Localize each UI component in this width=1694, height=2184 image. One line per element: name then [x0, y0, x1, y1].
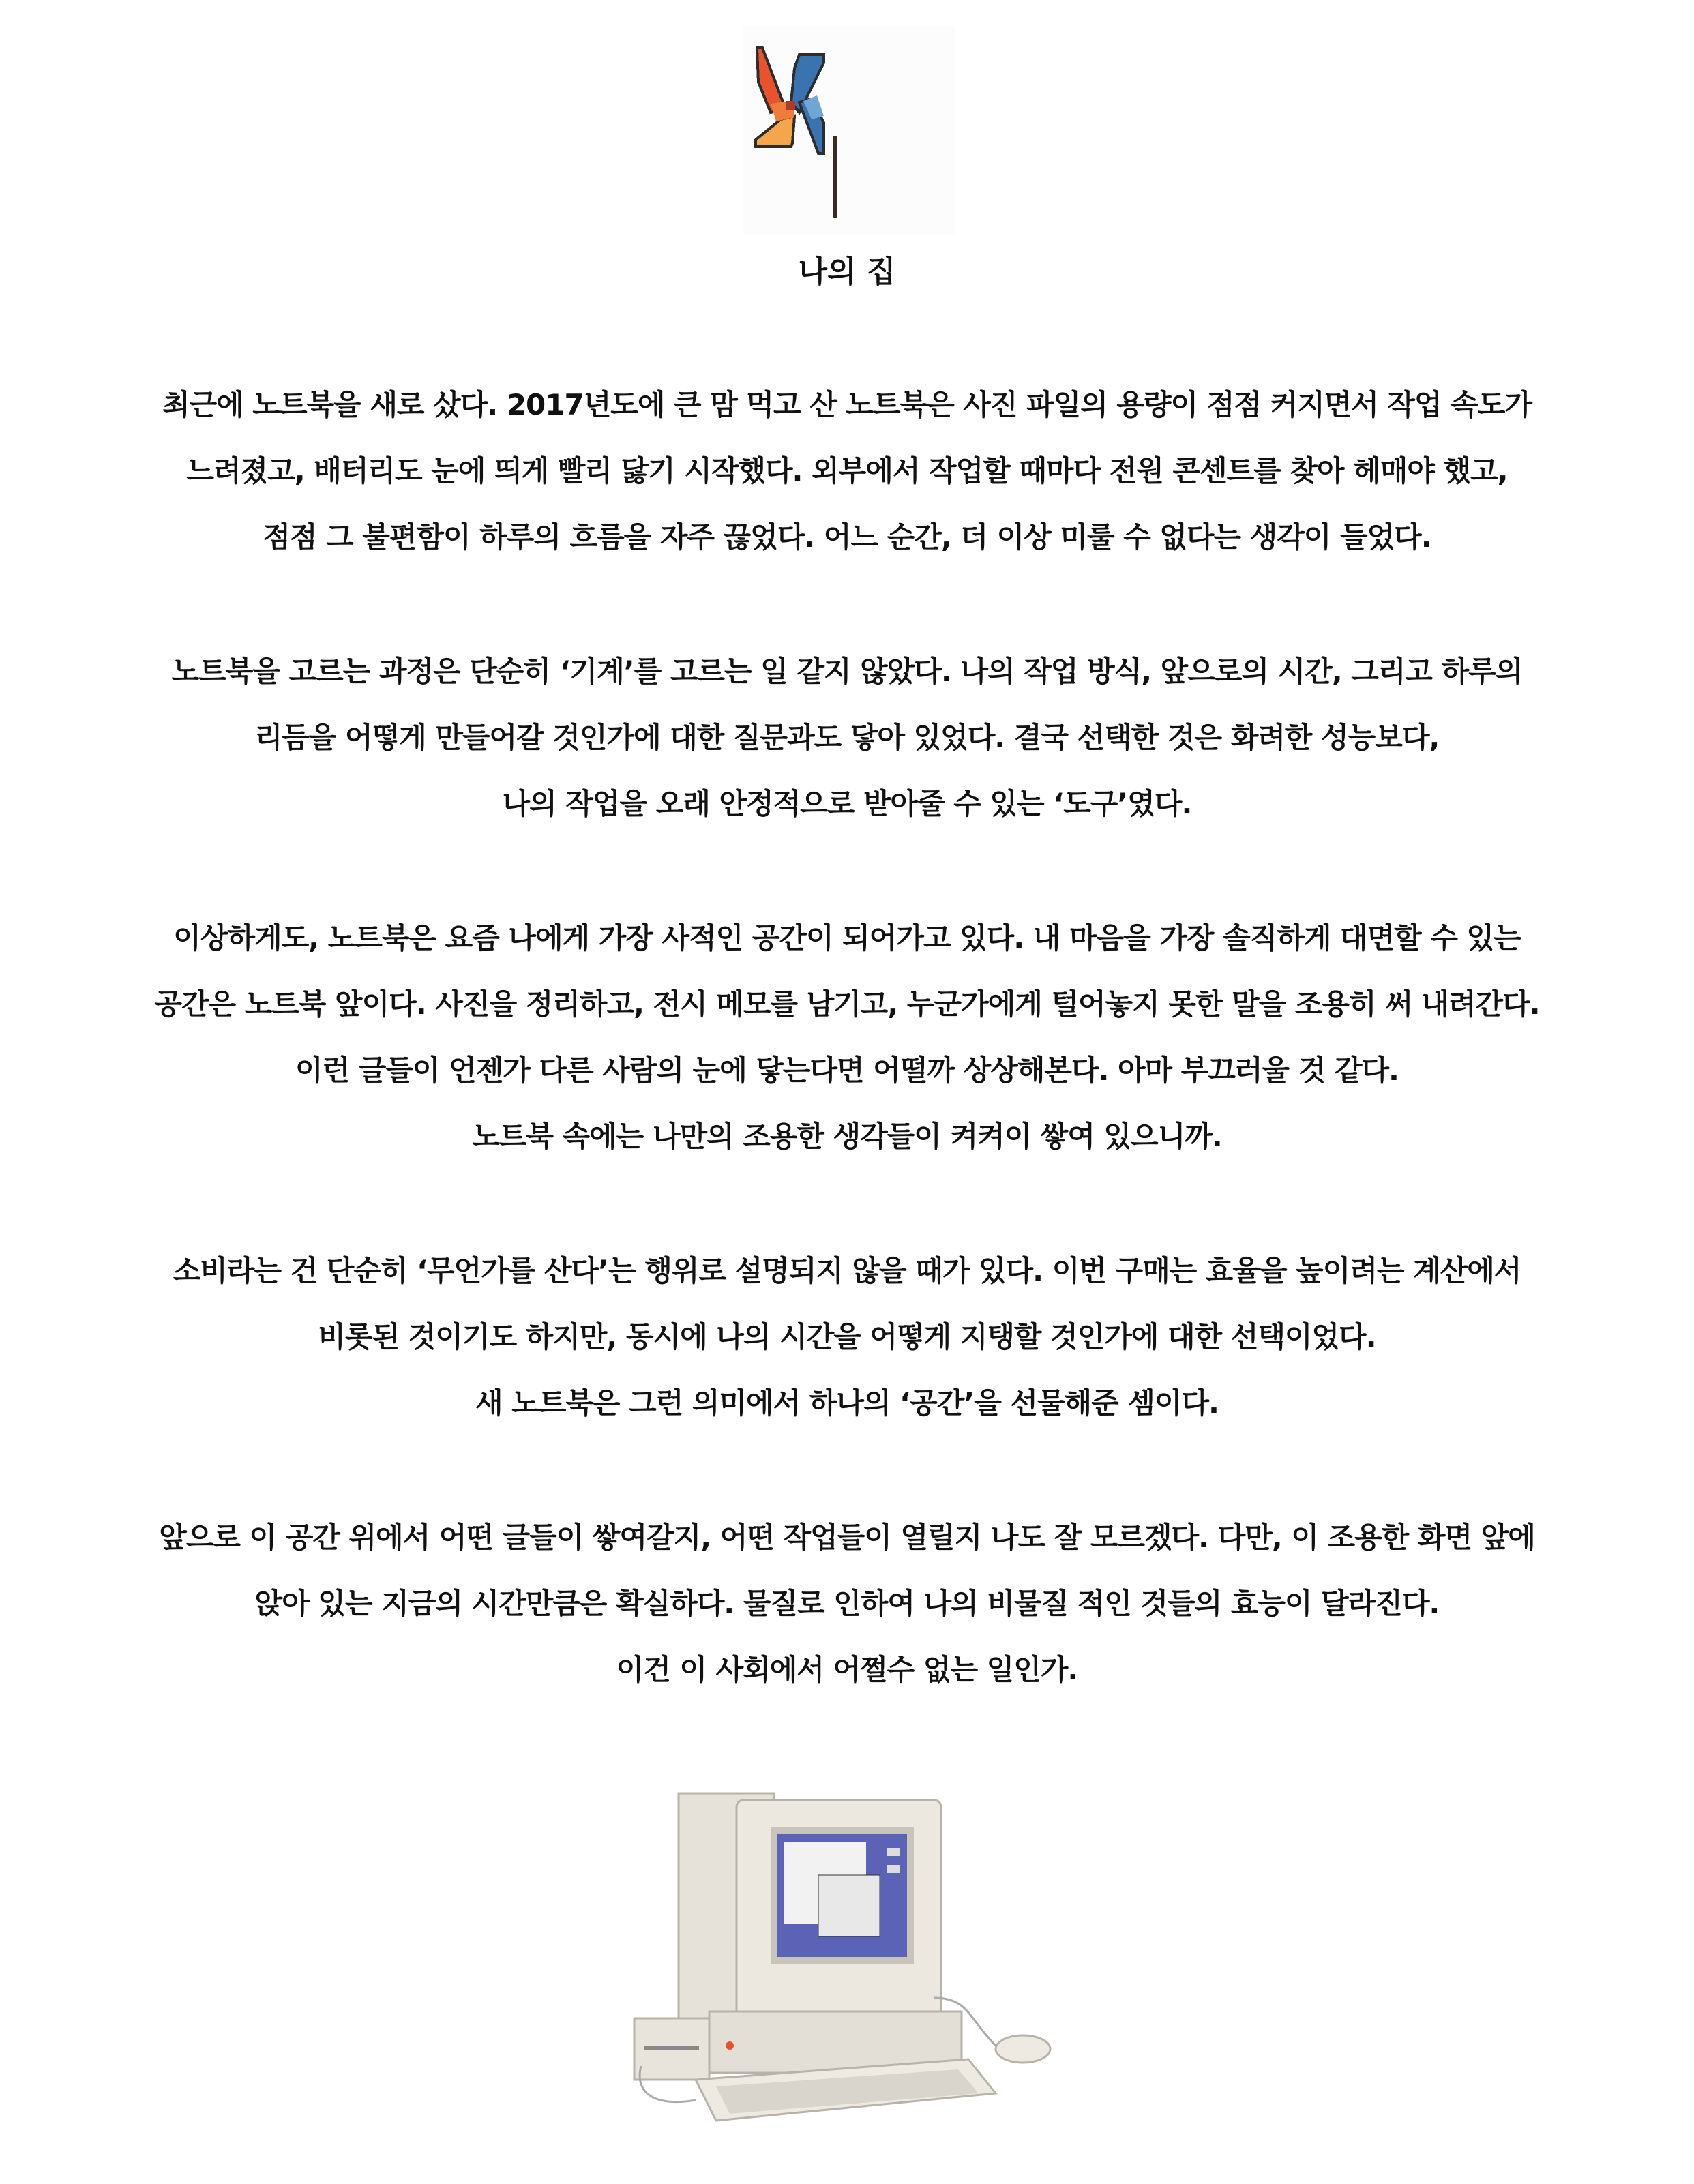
paragraph — [102, 905, 1592, 1169]
text-line: 최근에 노트북을 새로 샀다. 2017년도에 큰 맘 먹고 산 노트북은 사진 파일의 용량이 점점 커지면서 작업 속도가 — [162, 388, 1532, 421]
page-title: 나의 집 — [798, 254, 896, 289]
article-body — [102, 372, 1592, 1771]
text-line: 소비라는 건 단순히 ‘무언가를 산다’는 행위로 설명되지 않을 때가 있다. 이번 구매는 효율을 높이려는 계산에서 — [173, 1254, 1521, 1287]
text-line: 새 노트북은 그런 의미에서 하나의 ‘공간’을 선물해준 셈이다. — [475, 1386, 1219, 1420]
text-line: 점점 그 불편함이 하루의 흐름을 자주 끊었다. 어느 순간, 더 이상 미룰 수 없다는 생각이 들었다. — [263, 520, 1431, 554]
text-line: 이건 이 사회에서 어쩔수 없는 일인가. — [616, 1653, 1078, 1686]
text-line: 리듬을 어떻게 만들어갈 것인가에 대한 질문과도 닿아 있었다. 결국 선택한 것은 화려한 성능보다, — [254, 721, 1440, 754]
paragraph — [102, 372, 1592, 570]
paragraph — [102, 1504, 1592, 1703]
paragraph — [102, 1238, 1592, 1436]
text-line: 노트북을 고르는 과정은 단순히 ‘기계’를 고르는 일 같지 않았다. 나의 작업 방식, 앞으로의 시간, 그리고 하루의 — [171, 655, 1523, 688]
text-line: 이런 글들이 언젠가 다른 사람의 눈에 닿는다면 어떨까 상상해본다. 아마 부끄러울 것 같다. — [295, 1053, 1399, 1087]
text-line: 앉아 있는 지금의 시간만큼은 확실하다. 물질로 인하여 나의 비물질 적인 것들의 효능이 달라진다. — [254, 1587, 1440, 1620]
text-line: 노트북 속에는 나만의 조용한 생각들이 켜켜이 쌓여 있으니까. — [472, 1120, 1222, 1153]
text-line: 느려졌고, 배터리도 눈에 띄게 빨리 닳기 시작했다. 외부에서 작업할 때마다 전원 콘센트를 찾아 헤매야 했고, — [186, 454, 1508, 488]
text-line: 나의 작업을 오래 안정적으로 받아줄 수 있는 ‘도구’였다. — [502, 787, 1192, 820]
paragraph — [102, 638, 1592, 837]
text-line: 이상하게도, 노트북은 요즘 나에게 가장 사적인 공간이 되어가고 있다. 내 마음을 가장 솔직하게 대면할 수 있는 — [173, 921, 1521, 955]
text-line: 비롯된 것이기도 하지만, 동시에 나의 시간을 어떻게 지탱할 것인가에 대한 선택이었다. — [318, 1320, 1376, 1353]
vintage-computer-illustration — [614, 1780, 1078, 2134]
pinwheel-icon — [743, 27, 955, 235]
text-line: 앞으로 이 공간 위에서 어떤 글들이 쌓여갈지, 어떤 작업들이 열릴지 나도 잘 모르겠다. 다만, 이 조용한 화면 앞에 — [159, 1521, 1535, 1554]
text-line: 공간은 노트북 앞이다. 사진을 정리하고, 전시 메모를 남기고, 누군가에게 털어놓지 못한 말을 조용히 써 내려간다. — [154, 987, 1540, 1021]
